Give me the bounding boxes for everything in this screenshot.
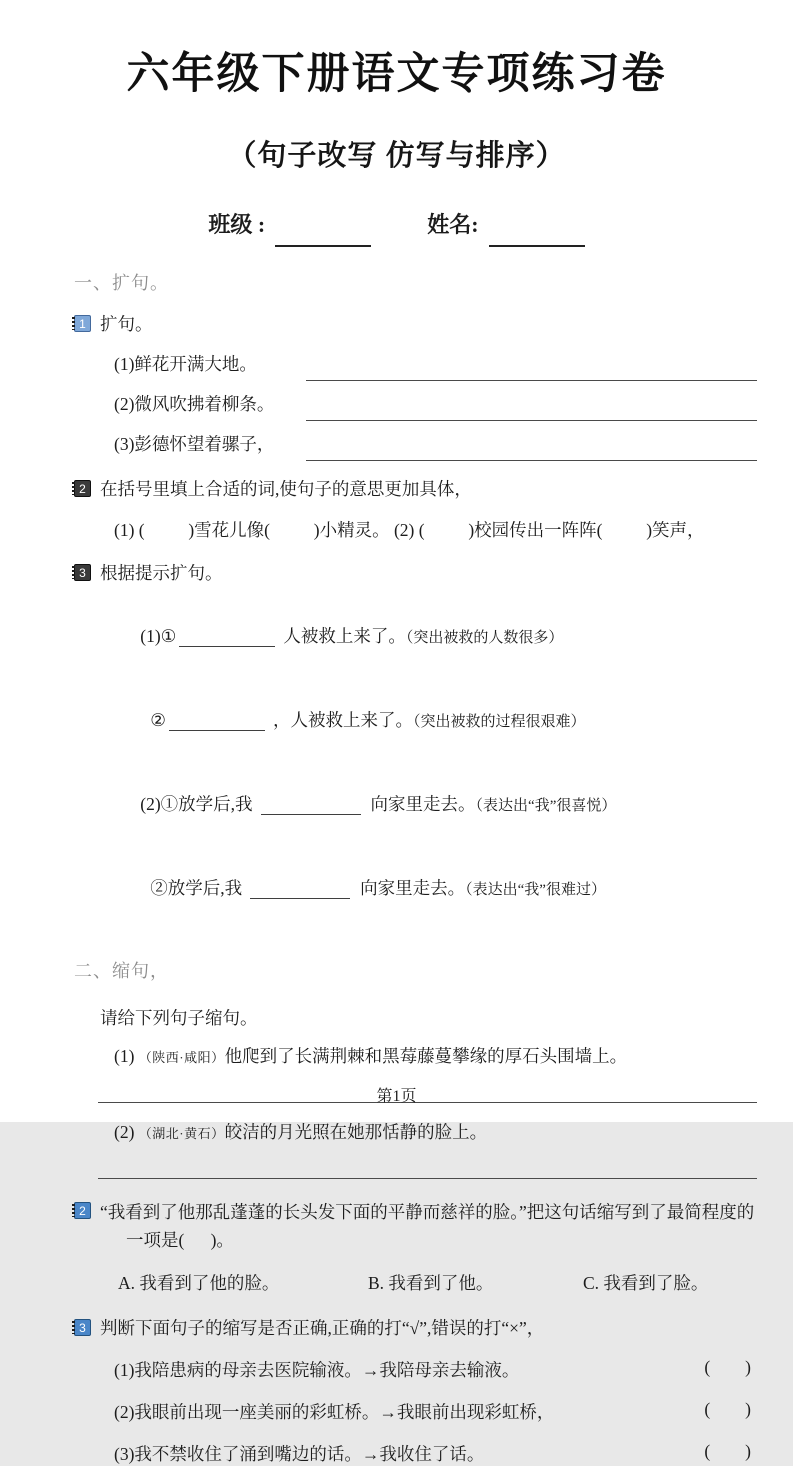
- name-label: 姓名:: [427, 212, 479, 237]
- class-label: 班级 :: [208, 212, 266, 237]
- s2-q2-stem: [100, 1199, 757, 1252]
- s2-q1-item-1-text: 他爬到了长满荆棘和黑莓藤蔓攀缘的厚石头围墙上。: [224, 1046, 628, 1066]
- notebook-number-icon: 3: [74, 564, 91, 581]
- s1-q1-item-2: [114, 391, 757, 416]
- s1-q1-item-1: [114, 351, 757, 376]
- page-subtitle: （句子改写 仿写与排序）: [227, 140, 566, 172]
- s1-q3-item-2-post: ，人被救上来了。: [272, 710, 413, 730]
- s2-q3-item-2: [114, 1399, 757, 1424]
- s1-q3-item-2: [124, 686, 757, 753]
- s1-q1-item-2-answer-line[interactable]: [306, 420, 757, 421]
- s2-q1-item-2-tag: (2): [114, 1122, 135, 1142]
- s2-q3-item-1-answer-slot[interactable]: ( ): [704, 1357, 751, 1377]
- option-b[interactable]: B. 我看到了他。: [368, 1273, 494, 1293]
- s2-q3-item-2-answer-slot[interactable]: ( ): [704, 1399, 751, 1419]
- s1-q3-item-2-blank[interactable]: [169, 718, 265, 731]
- s1-q3-item-2-pre: ②: [150, 710, 166, 730]
- s2-q3-item-2-text: (2)我眼前出现一座美丽的彩虹桥。→我眼前出现彩虹桥，: [114, 1402, 555, 1422]
- notebook-number-icon: 3: [74, 1319, 91, 1336]
- s2-q3-item-1: [114, 1357, 757, 1382]
- s2-q2-stem-line2[interactable]: 一项是( )。: [126, 1230, 234, 1250]
- s1-q3-item-1-note: （突出被救的人数很多）: [405, 630, 564, 646]
- s1-q3-item-1-pre: (1)①: [140, 626, 177, 646]
- s1-question-3: [74, 560, 757, 585]
- notebook-number-icon: 2: [74, 1202, 91, 1219]
- s2-q3-item-3: [114, 1441, 757, 1466]
- section-1-heading: 一、扩句。: [74, 273, 169, 293]
- s2-question-2: [74, 1199, 757, 1252]
- s1-q3-item-1-blank[interactable]: [179, 634, 275, 647]
- s2-q1-intro: 请给下列句子缩句。: [100, 1008, 258, 1028]
- section-2-heading: 二、缩句，: [74, 961, 169, 981]
- s1-q1-item-1-text: (1)鲜花开满大地。: [114, 354, 257, 374]
- s1-q3-stem: 根据提示扩句。: [100, 563, 223, 583]
- s1-q1-item-3-text: (3)彭德怀望着骡子，: [114, 434, 275, 454]
- notebook-number-icon: 2: [74, 480, 91, 497]
- s1-q3-item-4-blank[interactable]: [250, 886, 350, 899]
- option-a[interactable]: A. 我看到了他的脸。: [118, 1273, 280, 1293]
- s1-question-1: [74, 311, 757, 336]
- s1-q3-item-2-note: （突出被救的过程很艰难）: [412, 714, 586, 730]
- worksheet-body: [0, 269, 793, 1466]
- s2-q3-item-1-text: (1)我陪患病的母亲去医院输液。→我陪母亲去输液。: [114, 1360, 520, 1380]
- page-title: 六年级下册语文专项练习卷: [126, 51, 667, 98]
- s1-q1-item-3: [114, 431, 757, 456]
- s2-q2-options: [118, 1270, 757, 1295]
- s1-q3-item-4-pre: ②放学后,我: [150, 878, 243, 898]
- s2-q3-item-3-answer-slot[interactable]: ( ): [704, 1441, 751, 1461]
- s2-q2-stem-line1: “我看到了他那乱蓬蓬的长头发下面的平静而慈祥的脸。”把这句话缩写到了最简程度的: [100, 1202, 755, 1222]
- s1-q1-item-2-text: (2)微风吹拂着柳条。: [114, 394, 275, 414]
- s1-q3-item-4-note: （表达出“我”很难过）: [465, 882, 606, 898]
- s2-q1-item-1-source: （陕西·咸阳）: [138, 1050, 225, 1065]
- s1-question-2: [74, 476, 757, 501]
- s2-q3-stem: 判断下面句子的缩写是否正确,正确的打“√”,错误的打“×”，: [100, 1318, 545, 1338]
- class-input-line[interactable]: [275, 229, 371, 247]
- s2-question-3: [74, 1315, 757, 1340]
- s1-q3-item-3: [114, 770, 757, 837]
- option-c[interactable]: C. 我看到了脸。: [583, 1273, 709, 1293]
- name-input-line[interactable]: [489, 229, 585, 247]
- page-number: 第1页: [376, 1088, 417, 1105]
- s2-q1-item-2-text: 皎洁的月光照在她那恬静的脸上。: [224, 1122, 488, 1142]
- s1-q1-stem: 扩句。: [100, 314, 153, 334]
- s1-q3-item-3-post: 向家里走去。: [370, 794, 476, 814]
- s1-q1-item-1-answer-line[interactable]: [306, 380, 757, 381]
- s1-q3-item-4-post: 向家里走去。: [360, 878, 466, 898]
- s1-q1-item-3-answer-line[interactable]: [306, 460, 757, 461]
- s2-q1-item-1: [114, 1043, 757, 1068]
- s2-q3-item-3-text: (3)我不禁收住了涌到嘴边的话。→我收住了话。: [114, 1444, 485, 1464]
- s1-q3-item-4: [124, 854, 757, 921]
- s2-q1-item-2-source: （湖北·黄石）: [138, 1126, 225, 1141]
- notebook-number-icon: 1: [74, 315, 91, 332]
- s2-q1-item-2: [114, 1119, 757, 1144]
- s1-q3-item-3-note: （表达出“我”很喜悦）: [475, 798, 617, 814]
- s1-q3-item-3-pre: (2)①放学后,我: [140, 794, 253, 814]
- s1-q2-fill-line[interactable]: (1) ( )雪花儿像( )小精灵。 (2) ( )校园传出一阵阵( )笑声，: [114, 520, 705, 540]
- s1-q3-item-1: [114, 602, 757, 669]
- s2-q1-item-2-answer-line[interactable]: [98, 1178, 757, 1179]
- s2-q1-item-1-tag: (1): [114, 1046, 135, 1066]
- student-info-row: [0, 208, 793, 239]
- s1-q3-item-1-post: 人被救上来了。: [283, 626, 406, 646]
- s1-q3-item-3-blank[interactable]: [261, 802, 361, 815]
- s1-q2-stem: 在括号里填上合适的词,使句子的意思更加具体，: [100, 479, 472, 499]
